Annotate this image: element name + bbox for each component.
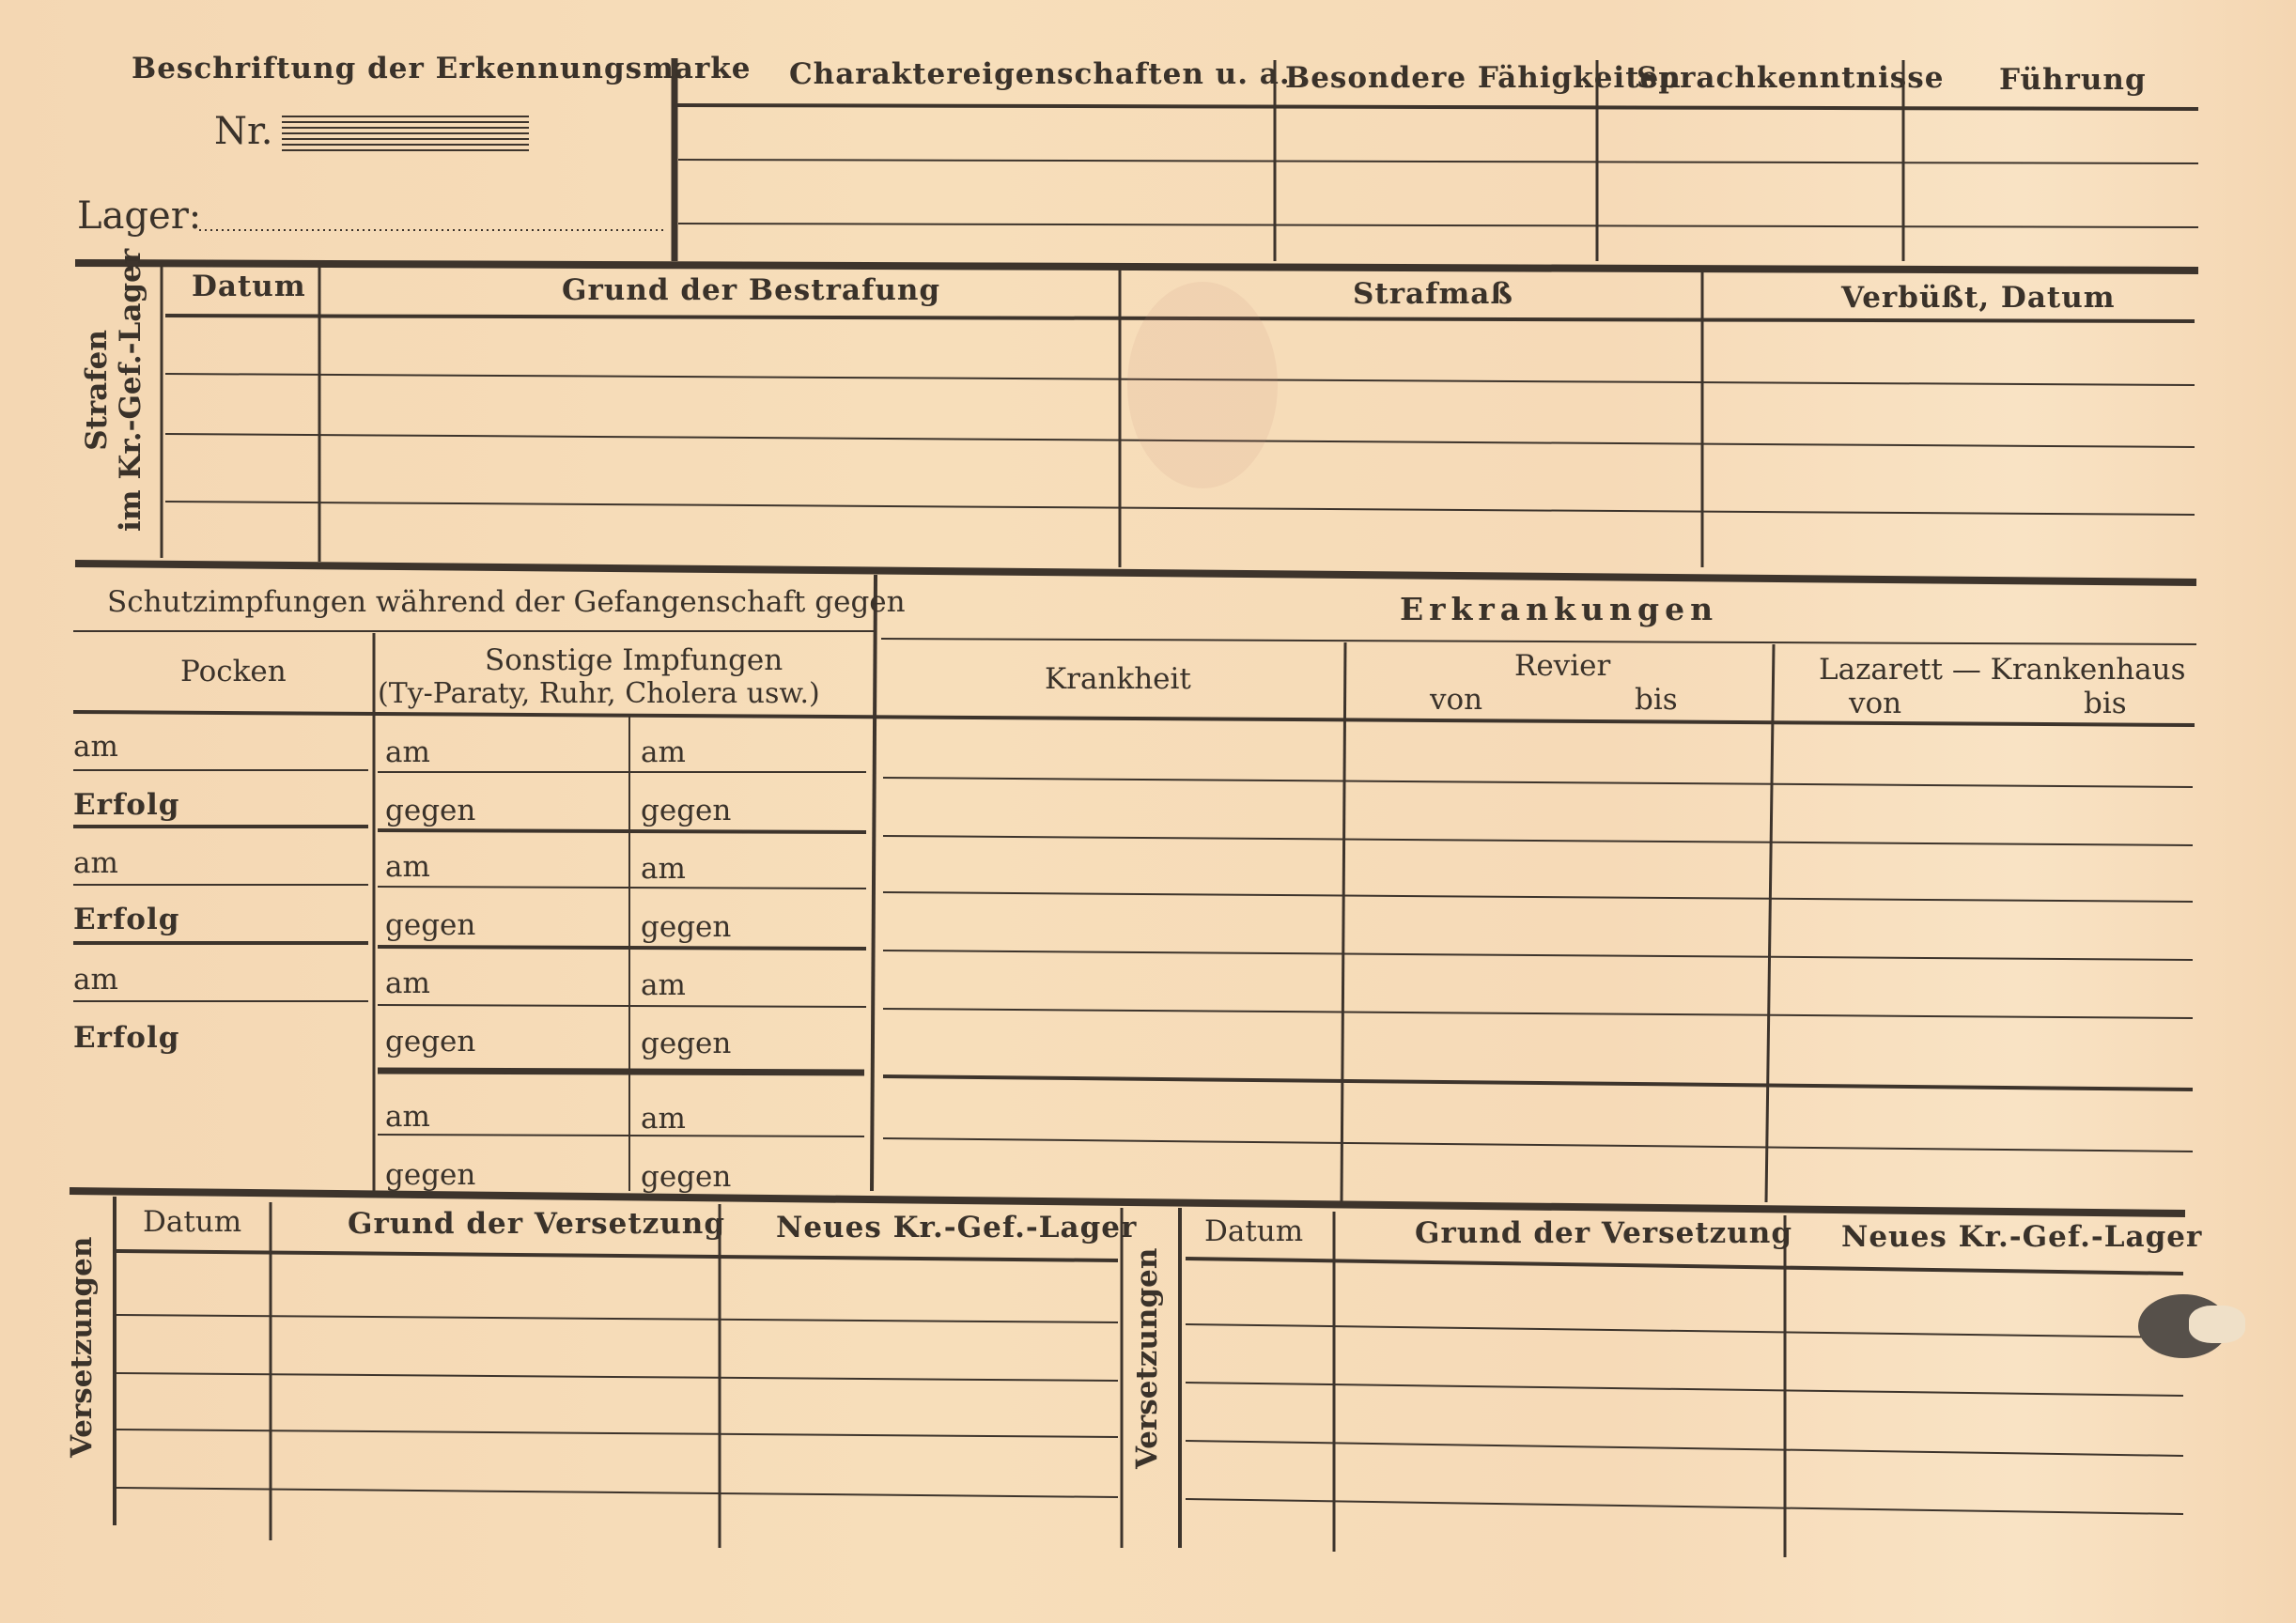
paper-stain bbox=[1127, 282, 1278, 488]
sonstige-row-label: am bbox=[641, 852, 686, 886]
krankheit-header: Krankheit bbox=[1045, 662, 1191, 696]
strafen-col-verbuesst: Verbüßt, Datum bbox=[1841, 281, 2116, 315]
fuehrung-header: Führung bbox=[1999, 63, 2147, 97]
revier-bis: bis bbox=[1635, 683, 1678, 717]
versetzungen-side-label: Versetzungen bbox=[65, 1236, 99, 1458]
charakter-header: Charaktereigenschaften u. a. bbox=[789, 57, 1291, 91]
versetzung-col-datum: Datum bbox=[1204, 1214, 1304, 1248]
sonstige-row-label: gegen bbox=[641, 1160, 732, 1194]
revier-von: von bbox=[1430, 683, 1483, 717]
pocken-row-label: am bbox=[73, 963, 118, 997]
sonstige-header-line2: (Ty-Paraty, Ruhr, Cholera usw.) bbox=[378, 677, 820, 710]
sonstige-row-label: gegen bbox=[385, 1158, 476, 1192]
sonstige-header-line1: Sonstige Impfungen bbox=[485, 643, 783, 677]
strafen-side-label: Strafen im Kr.-Gef.-Lager bbox=[80, 248, 147, 532]
sprachkenntnisse-header: Sprachkenntnisse bbox=[1637, 61, 1945, 95]
pocken-row-label: Erfolg bbox=[73, 788, 180, 822]
sonstige-row-label: gegen bbox=[641, 794, 732, 827]
sonstige-row-label: am bbox=[385, 966, 430, 1000]
pocken-row-label: Erfolg bbox=[73, 1021, 180, 1055]
sonstige-row-label: am bbox=[385, 735, 430, 769]
revier-header: Revier bbox=[1514, 649, 1611, 683]
lazarett-header: Lazarett — Krankenhaus bbox=[1819, 653, 2186, 687]
versetzung-col-grund: Grund der Versetzung bbox=[348, 1207, 725, 1241]
versetzung-col-lager: Neues Kr.-Gef.-Lager bbox=[776, 1211, 1138, 1244]
sonstige-row-label: am bbox=[641, 735, 686, 769]
sonstige-row-label: gegen bbox=[641, 910, 732, 944]
erkennungsmarke-label: Beschriftung der Erkennungsmarke bbox=[132, 52, 752, 85]
pocken-row-label: Erfolg bbox=[73, 903, 180, 936]
strafen-col-strafmass: Strafmaß bbox=[1353, 277, 1513, 311]
lager-label: Lager: bbox=[77, 194, 202, 238]
sonstige-row-label: am bbox=[641, 968, 686, 1002]
strafen-col-datum: Datum bbox=[192, 270, 306, 303]
versetzung-col-lager: Neues Kr.-Gef.-Lager bbox=[1841, 1220, 2203, 1254]
erkrankungen-title: Erkrankungen bbox=[1400, 591, 1719, 627]
lazarett-bis: bis bbox=[2084, 687, 2127, 720]
nr-label: Nr. bbox=[214, 110, 273, 153]
pocken-header: Pocken bbox=[180, 655, 287, 688]
pocken-row-label: am bbox=[73, 730, 118, 764]
sonstige-row-label: gegen bbox=[385, 1025, 476, 1059]
pocken-row-label: am bbox=[73, 846, 118, 880]
strafen-col-grund: Grund der Bestrafung bbox=[562, 273, 941, 307]
sonstige-row-label: gegen bbox=[385, 794, 476, 827]
versetzung-col-grund: Grund der Versetzung bbox=[1415, 1216, 1792, 1250]
sonstige-row-label: am bbox=[641, 1102, 686, 1136]
impfungen-title: Schutzimpfungen während der Gefangenschaft gegen bbox=[107, 585, 906, 619]
sonstige-row-label: am bbox=[385, 850, 430, 884]
versetzungen-side-label: Versetzungen bbox=[1130, 1247, 1164, 1469]
sonstige-row-label: gegen bbox=[385, 908, 476, 942]
sonstige-row-label: am bbox=[385, 1100, 430, 1134]
sonstige-row-label: gegen bbox=[641, 1027, 732, 1060]
lazarett-von: von bbox=[1849, 687, 1902, 720]
versetzung-col-datum: Datum bbox=[143, 1205, 242, 1239]
punch-hole-paper-tab bbox=[2189, 1306, 2245, 1343]
faehigkeiten-header: Besondere Fähigkeiten bbox=[1285, 61, 1682, 95]
